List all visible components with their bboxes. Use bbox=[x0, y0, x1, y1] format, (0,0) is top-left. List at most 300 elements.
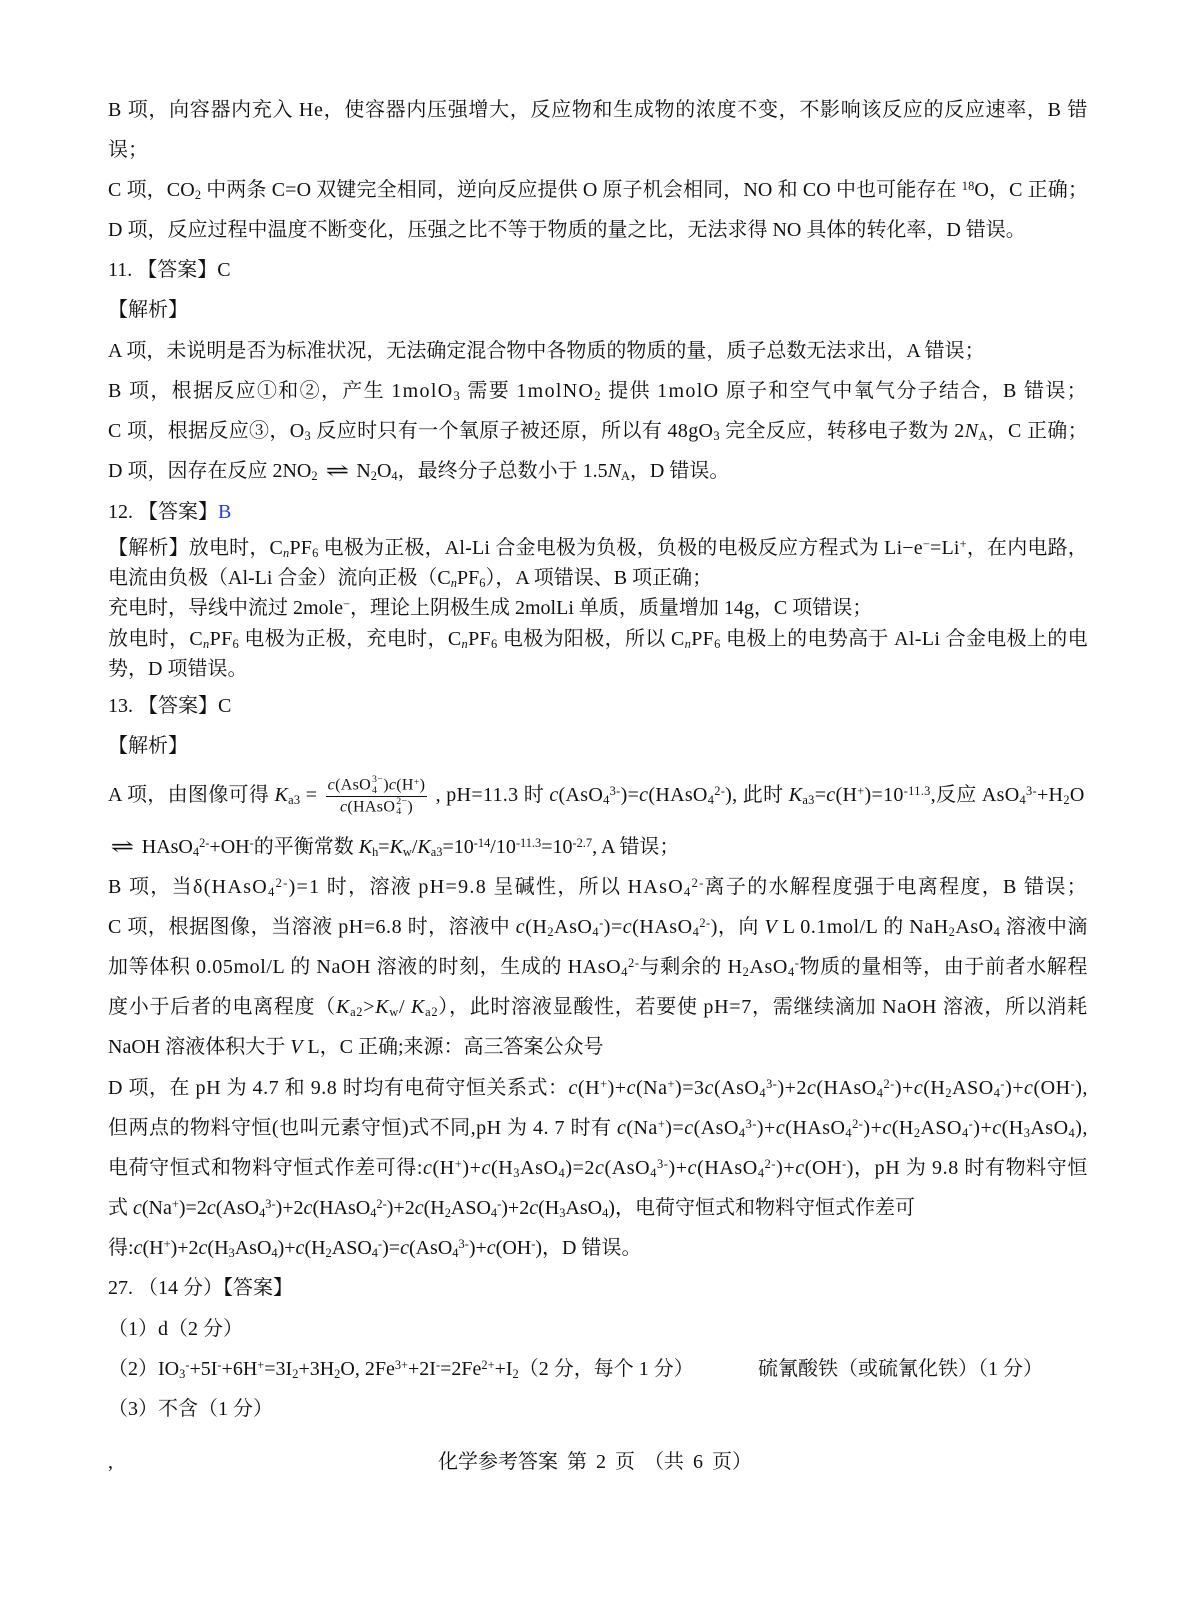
italic-symbol: c bbox=[529, 1197, 539, 1219]
explanation-line bbox=[108, 1114, 1088, 1142]
explanation-line bbox=[108, 564, 712, 592]
italic-symbol: c bbox=[133, 1197, 142, 1219]
text-run: PF bbox=[456, 567, 480, 589]
formula-superscript: - bbox=[249, 835, 254, 850]
text-run: 反应时只有一个氧原子被还原，所以有 48gO bbox=[311, 420, 714, 442]
text-run: O，C 正确； bbox=[974, 179, 1088, 201]
formula-subscript: 4 bbox=[621, 965, 629, 980]
italic-symbol: c bbox=[882, 1117, 892, 1139]
formula-subscript: 6 bbox=[479, 576, 486, 591]
formula-subscript: 2 bbox=[594, 389, 602, 404]
explanation-line bbox=[108, 176, 1088, 204]
text-run: 得: bbox=[108, 1237, 134, 1259]
formula-superscript: 3- bbox=[766, 1076, 778, 1091]
text-run: B 项，当δ(HAsO bbox=[108, 876, 269, 898]
italic-symbol: c bbox=[400, 1237, 409, 1259]
text-run: 27. （14 分）【答案】 bbox=[108, 1277, 293, 1299]
text-run: HAsO bbox=[136, 836, 193, 858]
text-run: )+ bbox=[1005, 1077, 1025, 1099]
explanation-line bbox=[108, 1033, 604, 1061]
text-run: )= bbox=[382, 1237, 401, 1259]
italic-symbol: V bbox=[290, 1036, 303, 1058]
answer-letter: B bbox=[218, 501, 232, 523]
formula-subscript: A bbox=[620, 469, 630, 484]
formula-superscript: - bbox=[377, 1236, 383, 1251]
text-run: (H bbox=[577, 1077, 601, 1099]
text-run: (H bbox=[923, 1077, 946, 1099]
text-run: )，pH 为 9.8 时有物料守恒 bbox=[846, 1157, 1088, 1179]
text-run: ,反应 AsO bbox=[930, 784, 1020, 806]
formula-subscript: 2 bbox=[325, 1246, 332, 1261]
text-run: （2）IO bbox=[108, 1358, 180, 1380]
formula-subscript: 2 bbox=[370, 469, 377, 484]
text-run: /10 bbox=[490, 836, 516, 858]
italic-symbol: c bbox=[327, 776, 336, 794]
text-run: 加等体积 0.05mol/L 的 NaOH 溶液的时刻，生成的 HAsO bbox=[108, 956, 622, 978]
text-run: AsO bbox=[565, 1197, 603, 1219]
text-run: )+ bbox=[756, 1117, 776, 1139]
text-run: (OH bbox=[804, 1157, 843, 1179]
italic-symbol: c bbox=[992, 1117, 1002, 1139]
formula-superscript: 2- bbox=[699, 915, 711, 930]
text-run: ），A 项错误、B 项正确； bbox=[485, 567, 713, 589]
text-run: (H bbox=[1001, 1117, 1024, 1139]
formula-subscript: 3 bbox=[453, 389, 462, 404]
text-run: 式 bbox=[108, 1197, 133, 1219]
text-run: PF bbox=[691, 628, 715, 650]
formula-subscript: 2 bbox=[512, 1367, 519, 1382]
formula-superscript: 3- bbox=[745, 1116, 757, 1131]
text-run: )+ bbox=[607, 1077, 627, 1099]
italic-symbol: c bbox=[414, 1197, 424, 1219]
formula-superscript: + bbox=[454, 1156, 463, 1171]
text-run: 电荷守恒式和物料守恒式作差可得: bbox=[108, 1157, 424, 1179]
text-run: +H bbox=[1036, 784, 1064, 806]
explanation-line bbox=[108, 96, 1088, 124]
text-run: (AsO bbox=[693, 1117, 739, 1139]
italic-symbol: c bbox=[622, 916, 633, 938]
analysis-label bbox=[108, 732, 188, 760]
italic-symbol: c bbox=[806, 1077, 817, 1099]
text-run: (HAsO bbox=[785, 1117, 846, 1139]
italic-subscript: n bbox=[283, 546, 290, 561]
formula-subscript: 4 bbox=[192, 845, 200, 860]
formula-subscript: 4 bbox=[876, 1086, 884, 1101]
formula-superscript: + bbox=[171, 1196, 179, 1211]
text-run: 12. 【答案】 bbox=[108, 501, 218, 523]
text-run: AsO bbox=[749, 956, 788, 978]
formula-subscript: 4 bbox=[602, 1206, 609, 1221]
formula-subscript: 4 bbox=[1019, 793, 1027, 808]
footer-mark: , bbox=[108, 1451, 113, 1473]
formula-subscript: w bbox=[402, 845, 412, 860]
italic-symbol: c bbox=[687, 1157, 698, 1179]
text-run: (H bbox=[525, 916, 548, 938]
text-run: 度小于后者的电离程度（ bbox=[108, 996, 336, 1018]
formula-superscript: − bbox=[343, 596, 350, 611]
text-run: (Na bbox=[635, 1077, 668, 1099]
explanation-line bbox=[108, 1074, 1088, 1102]
answer-heading bbox=[108, 256, 231, 284]
formula-subscript: 4 bbox=[370, 1206, 377, 1221]
italic-symbol: c bbox=[388, 776, 397, 794]
text-run: )+ bbox=[462, 1157, 482, 1179]
formula-superscript: - bbox=[599, 915, 604, 930]
text-run: ，D 错误。 bbox=[629, 460, 730, 482]
explanation-line bbox=[108, 769, 1085, 821]
text-run: (H bbox=[538, 1197, 560, 1219]
text-run: )+2 bbox=[386, 1197, 415, 1219]
formula-superscript: - bbox=[531, 1236, 536, 1251]
text-run: B 项，根据反应①和②，产生 1molO bbox=[108, 380, 454, 402]
text-run: )+2 bbox=[777, 1077, 807, 1099]
text-run: +3H bbox=[298, 1358, 335, 1380]
text-run: (AsO bbox=[604, 1157, 651, 1179]
formula-subscript: 3 bbox=[304, 429, 312, 444]
answer-heading bbox=[108, 498, 231, 526]
italic-symbol: K bbox=[358, 836, 373, 858]
explanation-line bbox=[108, 417, 1088, 445]
text-run: (H bbox=[891, 1117, 914, 1139]
text-run: (AsO bbox=[408, 1237, 453, 1259]
text-run: )+ bbox=[668, 1157, 688, 1179]
formula-subscript: 3 bbox=[513, 1166, 521, 1181]
text-run: A 项，由图像可得 bbox=[108, 784, 275, 806]
formula-subscript: 4 bbox=[372, 784, 378, 796]
formula-subscript: A bbox=[978, 429, 988, 444]
formula-subscript: 2 bbox=[945, 1086, 953, 1101]
formula-superscript: -14 bbox=[473, 835, 491, 850]
explanation-line bbox=[108, 655, 247, 683]
formula-superscript: 2− bbox=[396, 795, 408, 807]
formula-superscript: 2- bbox=[852, 1116, 864, 1131]
text-run: ), bbox=[1075, 1077, 1088, 1099]
formula-subscript: 4 bbox=[757, 1166, 765, 1181]
explanation-line bbox=[108, 216, 1026, 244]
italic-symbol: V bbox=[764, 916, 778, 938]
italic-symbol: c bbox=[684, 1117, 694, 1139]
text-run: ASO bbox=[450, 1197, 491, 1219]
italic-symbol: K bbox=[274, 784, 289, 806]
formula-subscript: 3 bbox=[228, 1246, 235, 1261]
formula-subscript: 4 bbox=[452, 1246, 459, 1261]
text-run: (OH bbox=[1033, 1077, 1071, 1099]
equilibrium-arrow: ⇌ bbox=[110, 836, 135, 858]
formula-superscript: - bbox=[185, 1357, 190, 1372]
italic-symbol: c bbox=[826, 784, 836, 806]
text-run: )= bbox=[603, 916, 623, 938]
text-run: = bbox=[300, 784, 323, 806]
text-run: 13. 【答案】C bbox=[108, 695, 232, 717]
text-run: )+ bbox=[468, 1237, 487, 1259]
formula-subscript: a2 bbox=[425, 1005, 439, 1020]
formula-subscript: 2 bbox=[292, 1367, 299, 1382]
text-run: ) bbox=[419, 776, 426, 794]
formula-superscript: -11.3 bbox=[903, 783, 931, 798]
formula-subscript: 4 bbox=[1068, 1126, 1076, 1141]
text-run: )=3 bbox=[675, 1077, 705, 1099]
text-run: 电极为阳极，所以 C bbox=[497, 628, 685, 650]
explanation-line bbox=[108, 457, 729, 485]
text-run: ASO bbox=[952, 1077, 994, 1099]
text-run: （1）d（2 分） bbox=[108, 1318, 243, 1340]
text-run: = bbox=[378, 836, 390, 858]
formula-subscript: h bbox=[372, 845, 379, 860]
formula-subscript: 4 bbox=[558, 1166, 566, 1181]
text-run: (AsO bbox=[215, 1197, 260, 1219]
italic-symbol: c bbox=[775, 1117, 786, 1139]
formula-superscript: + bbox=[600, 1076, 608, 1091]
formula-subscript: a2 bbox=[350, 1005, 364, 1020]
explanation-line bbox=[108, 1154, 1088, 1182]
text-run: )+ bbox=[863, 1117, 883, 1139]
text-run: )=2 bbox=[565, 1157, 596, 1179]
formula-superscript: - bbox=[1000, 1076, 1006, 1091]
text-run: D 项，反应过程中温度不断变化，压强之比不等于物质的量之比，无法求得 NO 具体的转化率，D 错误。 bbox=[108, 219, 1026, 241]
italic-symbol: c bbox=[295, 1237, 305, 1259]
text-run bbox=[318, 460, 323, 482]
italic-symbol: K bbox=[335, 996, 351, 1018]
text-run: )，D 错误。 bbox=[535, 1237, 642, 1259]
text-run: AsO bbox=[554, 916, 593, 938]
text-run: ，在内电路， bbox=[966, 537, 1088, 559]
formula-superscript: 3- bbox=[265, 1196, 276, 1211]
text-run: AsO bbox=[955, 916, 994, 938]
formula-subscript: 4 bbox=[684, 885, 692, 900]
italic-symbol: c bbox=[1024, 1077, 1034, 1099]
formula-superscript: 3- bbox=[1026, 783, 1037, 798]
formula-subscript: 4 bbox=[993, 925, 1001, 940]
equilibrium-arrow: ⇌ bbox=[325, 460, 349, 482]
text-run: 放电时，C bbox=[108, 628, 204, 650]
text-run: )= bbox=[665, 1117, 685, 1139]
formula-subscript: 4 bbox=[490, 1206, 498, 1221]
text-run: PF bbox=[289, 537, 313, 559]
formula-superscript: - bbox=[968, 1116, 974, 1131]
italic-symbol: c bbox=[568, 1077, 578, 1099]
text-run: 势，D 项错误。 bbox=[108, 658, 248, 680]
formula-subscript: 4 bbox=[592, 925, 600, 940]
text-run: 中两条 C=O 双键完全相同，逆向反应提供 O 原子机会相同，NO 和 CO 中也可能存在 bbox=[201, 179, 962, 201]
explanation-line bbox=[108, 136, 148, 164]
formula-superscript: + bbox=[413, 776, 420, 788]
text-run: AsO bbox=[520, 1157, 559, 1179]
formula-subscript: 4 bbox=[268, 885, 276, 900]
text-run: 11. 【答案】C bbox=[108, 259, 231, 281]
text-run: ，最终分子总数小于 1.5 bbox=[397, 460, 608, 482]
explanation-line bbox=[108, 873, 1088, 901]
italic-symbol: c bbox=[303, 1197, 313, 1219]
explanation-line bbox=[108, 534, 1088, 562]
text-run: )= bbox=[620, 784, 640, 806]
formula-subscript: a3 bbox=[802, 793, 815, 808]
text-run: (H bbox=[423, 1197, 445, 1219]
formula-superscript: − bbox=[922, 536, 931, 551]
text-run: , A 错误； bbox=[592, 836, 680, 858]
formula-subscript: 2 bbox=[311, 469, 318, 484]
formula-subscript: a3 bbox=[430, 845, 443, 860]
italic-symbol: c bbox=[913, 1077, 924, 1099]
text-run: )+ bbox=[894, 1077, 914, 1099]
text-run: 电流由负极（Al-Li 合金）流向正极（C bbox=[108, 567, 451, 589]
formula-superscript: - bbox=[435, 1357, 441, 1372]
text-run: 与剩余的 H bbox=[639, 956, 743, 978]
formula-superscript: + bbox=[667, 1076, 676, 1091]
text-run: =3I bbox=[264, 1358, 293, 1380]
formula-superscript: 2- bbox=[764, 1156, 777, 1171]
text-run: =10 bbox=[442, 836, 474, 858]
explanation-line bbox=[108, 337, 985, 365]
formula-superscript: - bbox=[1070, 1076, 1076, 1091]
text-run: （3）不含（1 分） bbox=[108, 1398, 273, 1420]
italic-symbol: c bbox=[626, 1077, 636, 1099]
formula-subscript: 6 bbox=[312, 546, 319, 561]
answer-item bbox=[108, 1395, 273, 1423]
formula-subscript: 6 bbox=[491, 637, 498, 652]
italic-symbol: c bbox=[206, 1197, 216, 1219]
text-run: )=10 bbox=[864, 784, 904, 806]
text-run: D 项，因存在反应 2NO bbox=[108, 460, 312, 482]
italic-subscript: n bbox=[461, 637, 469, 652]
text-run: (HAsO bbox=[312, 1197, 371, 1219]
formula-subscript: 4 bbox=[759, 1086, 767, 1101]
text-run: 完全反应，转移电子数为 2 bbox=[719, 420, 965, 442]
text-run: 电极上的电势高于 Al-Li 合金电极上的电 bbox=[720, 628, 1088, 650]
text-run: (OH bbox=[495, 1237, 532, 1259]
text-run: ), bbox=[1075, 1117, 1088, 1139]
formula-subscript: 2 bbox=[547, 925, 555, 940]
formula-subscript: 2 bbox=[1063, 793, 1070, 808]
text-run: ) bbox=[383, 776, 389, 794]
text-run: +2I bbox=[408, 1358, 436, 1380]
formula-superscript: + bbox=[959, 536, 967, 551]
text-run: （2 分，每个 1 分） bbox=[518, 1358, 694, 1380]
text-run: )+ bbox=[277, 1237, 296, 1259]
text-run: (H bbox=[207, 1237, 229, 1259]
text-run: +5I bbox=[189, 1358, 218, 1380]
formula-subscript: 4 bbox=[961, 1126, 969, 1141]
formula-superscript: 2+ bbox=[481, 1357, 495, 1372]
text-run: 【解析】放电时，C bbox=[108, 537, 284, 559]
text-run: )+ bbox=[973, 1117, 993, 1139]
explanation-line bbox=[108, 1234, 641, 1262]
formula-subscript: 3 bbox=[1023, 1126, 1031, 1141]
text-run: (HAsO bbox=[632, 916, 693, 938]
text-run: )+2 bbox=[170, 1237, 199, 1259]
explanation-line bbox=[108, 993, 1088, 1021]
text-run: (Na bbox=[141, 1197, 172, 1219]
text-run: 充电时，导线中流过 2mole bbox=[108, 597, 343, 619]
text-run: ，理论上阴极生成 2molLi 单质，质量增加 14g，C 项错误； bbox=[350, 597, 873, 619]
formula-subscript: 6 bbox=[714, 637, 721, 652]
text-run: O bbox=[376, 460, 392, 482]
text-run: ) bbox=[407, 798, 413, 816]
text-run: )=1 时，溶液 pH=9.8 呈碱性，所以 HAsO bbox=[288, 876, 685, 898]
italic-symbol: c bbox=[795, 1157, 805, 1179]
text-run: )+2 bbox=[501, 1197, 530, 1219]
stacked-scripts bbox=[372, 775, 383, 796]
text-run: (H bbox=[835, 784, 858, 806]
text-run: B 项，向容器内充入 He，使容器内压强增大，反应物和生成物的浓度不变，不影响该反应的反应速率，B 错 bbox=[108, 99, 1088, 121]
answer-item bbox=[108, 1355, 694, 1383]
text-run: (H bbox=[142, 1237, 164, 1259]
explanation-line bbox=[108, 833, 679, 861]
formula-superscript: 3- bbox=[609, 783, 621, 798]
text-run: =2Fe bbox=[440, 1358, 482, 1380]
formula-superscript: - bbox=[217, 1357, 222, 1372]
italic-subscript: n bbox=[684, 637, 692, 652]
text-run: 需要 1molNO bbox=[461, 380, 595, 402]
text-run: ), 此时 bbox=[725, 784, 789, 806]
italic-symbol: K bbox=[411, 996, 426, 1018]
formula-subscript: 4 bbox=[650, 1166, 657, 1181]
text-run: )+ bbox=[776, 1157, 796, 1179]
stacked-scripts bbox=[396, 797, 407, 818]
explanation-line bbox=[108, 377, 1088, 405]
text-run: +OH bbox=[209, 836, 250, 858]
text-run: ASO bbox=[920, 1117, 962, 1139]
formula-superscript: - bbox=[794, 955, 800, 970]
text-run: 电极为正极，充电时，C bbox=[239, 628, 462, 650]
formula-subscript: 4 bbox=[396, 806, 402, 818]
formula-superscript: 3− bbox=[372, 774, 384, 786]
italic-subscript: n bbox=[450, 576, 457, 591]
italic-symbol: N bbox=[964, 420, 979, 442]
fraction-numerator bbox=[326, 775, 428, 797]
text-run: / bbox=[411, 836, 418, 858]
formula-subscript: 4 bbox=[259, 1206, 266, 1221]
text-run: N bbox=[351, 460, 371, 482]
formula-subscript: 2 bbox=[444, 1206, 451, 1221]
formula-superscript: 18 bbox=[961, 178, 975, 193]
text-run: 的平衡常数 bbox=[253, 836, 359, 858]
text-run: =Li bbox=[930, 537, 960, 559]
italic-symbol: N bbox=[607, 460, 621, 482]
text-run: )=2 bbox=[178, 1197, 207, 1219]
formula-superscript: 2- bbox=[714, 783, 726, 798]
text-run: AsO bbox=[1030, 1117, 1069, 1139]
text-run: (H bbox=[304, 1237, 326, 1259]
text-run: NaOH 溶液体积大于 bbox=[108, 1036, 291, 1058]
italic-symbol: K bbox=[375, 996, 390, 1018]
text-run: ），此时溶液显酸性，若要使 pH=7，需继续滴加 NaOH 溶液，所以消耗 bbox=[438, 996, 1088, 1018]
formula-superscript: 3- bbox=[458, 1236, 469, 1251]
italic-symbol: K bbox=[389, 836, 403, 858]
text-run: (HAsO bbox=[697, 1157, 758, 1179]
italic-symbol: c bbox=[198, 1237, 208, 1259]
explanation-line bbox=[108, 625, 1088, 653]
italic-symbol: c bbox=[423, 1157, 433, 1179]
formula-subscript: 4 bbox=[391, 469, 398, 484]
italic-symbol: K bbox=[417, 836, 431, 858]
formula-superscript: - bbox=[842, 1156, 847, 1171]
formula-subscript: 4 bbox=[845, 1126, 853, 1141]
formula-superscript: 2- bbox=[376, 1196, 387, 1211]
text-run: , pH=11.3 时 bbox=[430, 784, 550, 806]
text-run: (HAsO bbox=[816, 1077, 877, 1099]
italic-symbol: c bbox=[595, 1157, 605, 1179]
text-run: (H bbox=[432, 1157, 455, 1179]
formula-subscript: 4 bbox=[787, 965, 795, 980]
formula-superscript: -2.7 bbox=[572, 835, 593, 850]
text-run: AsO bbox=[234, 1237, 272, 1259]
formula-superscript: 3+ bbox=[394, 1357, 409, 1372]
formula-superscript: 2- bbox=[275, 875, 289, 890]
formula-superscript: 3- bbox=[657, 1156, 669, 1171]
text-run: C 项，CO bbox=[108, 179, 195, 201]
text-run: 物质的量相等，由于前者水解程 bbox=[799, 956, 1088, 978]
formula-subscript: 4 bbox=[692, 925, 700, 940]
